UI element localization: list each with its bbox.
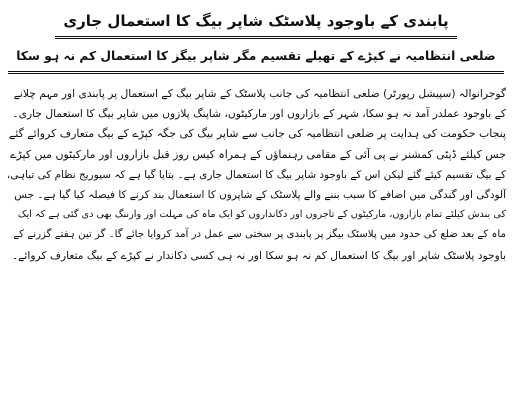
body-line: ماہ کے بعد ضلع کی حدود میں پلاسٹک بیگز پر پابندی پر سختی سے عمل در آمد کروایا جائے گا۔ گر تین ہفتے گزرنے کے — [13, 229, 506, 241]
body-line: باوجود پلاسٹک شاپر اور بیگ کا استعمال کم نہ ہو سکا اور نہ ہی کسی دکاندار نے کپڑے کے بیگ متعارف کروائے۔ — [11, 248, 506, 262]
headline-1: پابندی کے باوجود پلاسٹک شاپر بیگ کا استعمال جاری — [55, 8, 456, 39]
body-line: کے بیگ تقسیم کیئے گئے لیکن اس کے باوجود شاپر بیگ کا استعمال جاری ہے۔ بتایا گیا ہے کہ سیوریج نظام کی تباہی، — [6, 168, 506, 181]
body-line: جس کیلئے ڈپٹی کمشنر نے پی آئی کے مقامی رہنماؤں کے ہمراہ کیس روز قبل بازاروں اور مارکیٹوں میں کپڑے — [10, 147, 506, 161]
headline-2-wrap — [6, 39, 506, 74]
body-line: آلودگی اور گندگی میں اضافے کا سبب بننے والے پلاسٹک کے شاپروں کا استعمال بند کرنے کا فیصلہ کیا گیا ہے۔ جس — [14, 189, 506, 202]
headline-2: ضلعی انتظامیہ نے کپڑے کے تھیلے تقسیم مگر شاپر بیگز کا استعمال کم نہ ہو سکا — [8, 43, 504, 74]
body-line: کے باوجود عملدر آمد نہ ہو سکا، شہر کے بازاروں اور مارکیٹوں، شاپنگ پلازوں میں شاپر بیگ کا استعمال جاری۔ — [12, 107, 506, 121]
body-line: پنجاب حکومت کی ہدایت پر ضلعی انتظامیہ کی جانب سے شاپر بیگ کی جگہ کپڑے کے بیگ متعارف کروائے گئے — [8, 127, 506, 141]
article-body — [6, 84, 506, 266]
headline-1-wrap — [6, 4, 506, 39]
body-line: کی بندش کیلئے تمام بازاروں، مارکیٹوں کے تاجروں اور دکانداروں کو ایک ماہ کی مہلت اور وارننگ بھی دی گئی ہے کہ ایک — [17, 209, 506, 221]
body-line: گوجرانوالہ (سپیشل رپورٹر) ضلعی انتظامیہ کی جانب پلاسٹک کے شاپر بیگ کے استعمال پر پابندی اور مہم چلانے — [13, 87, 506, 100]
